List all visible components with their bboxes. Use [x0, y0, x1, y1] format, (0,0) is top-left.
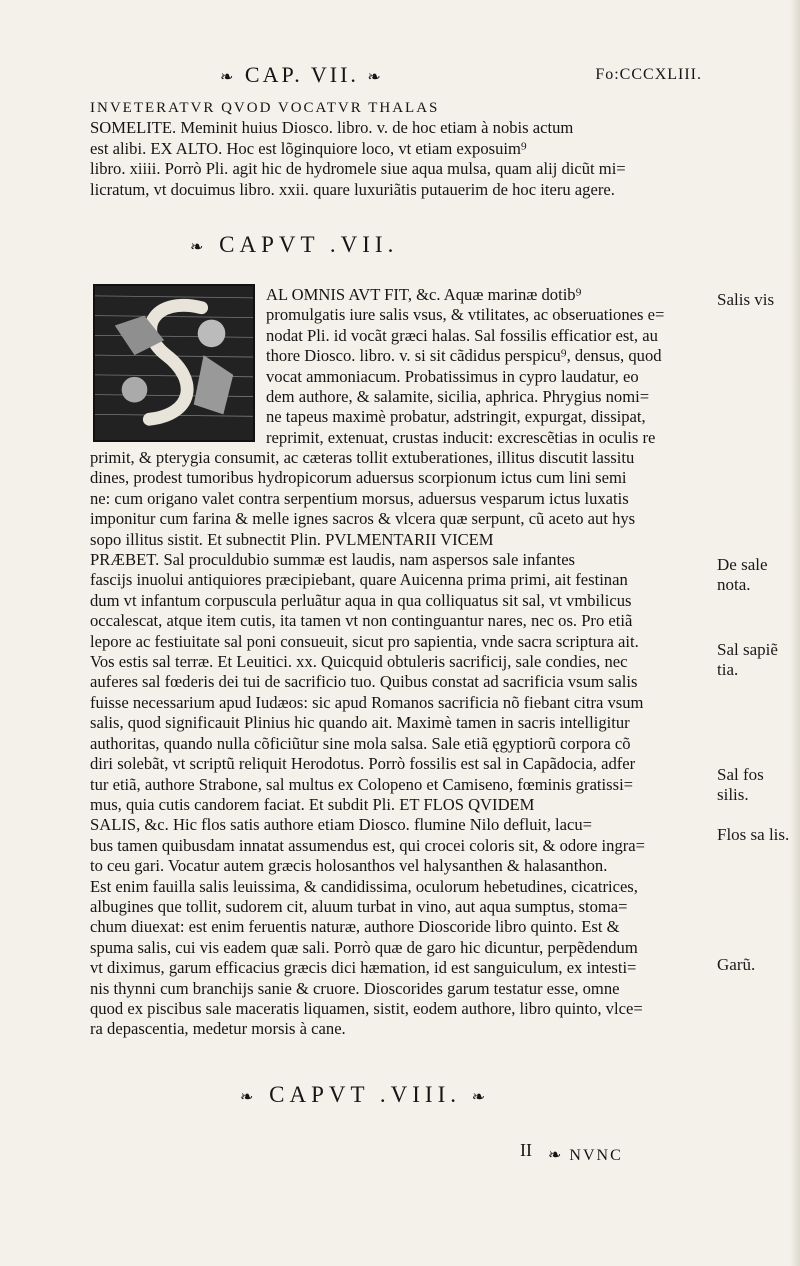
fleuron-icon: ❧ — [471, 1087, 491, 1106]
margin-note: Sal fos silis. — [717, 765, 764, 804]
text-line: ra depascentia, medetur morsis à cane. — [90, 1019, 346, 1039]
text-line: dum vt infantum corpuscula perluãtur aqua in qua colliquatus sit sal, vt vmbilicus — [90, 590, 632, 610]
text-line: diri solebãt, vt scriptũ reliquit Herodotus. Porrò fossilis est sal in Capãdocia, adfer — [90, 754, 636, 774]
decorated-initial-s-icon — [93, 284, 255, 442]
text-line: ne tapeus maximè probatur, adstringit, expurgat, dissipat, — [266, 407, 646, 427]
text-line: SOMELITE. Meminit huius Diosco. libro. v. de hoc etiam à nobis actum — [90, 118, 574, 138]
text-line: reprimit, extenuat, crustas inducit: excrescẽtias in oculis re — [266, 427, 656, 447]
text-line: dem authore, & salamite, sicilia, aphrica. Phrygius nomi= — [266, 387, 650, 407]
text-line: chum diuexat: est enim feruentis naturæ, authore Dioscoride libro quinto. Est & — [90, 917, 620, 937]
text-line: Est enim fauilla salis leuissima, & candidissima, oculorum hebetudines, cicatrices, — [90, 876, 638, 896]
text-line: fascijs inuolui antiquiores præcipiebant, quare Auicenna prima primi, ait festinan — [90, 570, 628, 590]
page-edge-shadow — [790, 0, 800, 1266]
folio-number: Fo:CCCXLIII. — [595, 66, 702, 83]
signature-mark: II — [520, 1140, 532, 1160]
text-line: occalescat, atque item cutis, ita tamen vt non continguantur nares, nec os. Pro etiã — [90, 611, 633, 631]
text-line: sopo illitus sistit. Et subnectit Plin. PVLMENTARII VICEM — [90, 529, 494, 549]
text-line: nis thynni cum branchijs sanie & cruore. Dioscorides garum testatur esse, omne — [90, 978, 620, 998]
text-line: vt diximus, garum efficacius græcis dici hæmation, id est sanguiculum, ex intesti= — [90, 958, 637, 978]
text-line: imponitur cum farina & melle ignes sacros & vlcera quæ serpunt, cũ aceto aut hys — [90, 509, 636, 529]
text-line: fuisse necessarium apud Iudæos: sic apud Romanos sacrificia nõ fiebant citra vsum — [90, 692, 644, 712]
text-line: promulgatis iure salis vsus, & vtilitates, ac obseruationes e= — [266, 305, 665, 325]
text-line: lepore ac festiuitate sal poni consueuit, sicut pro sapientia, vnde sacra scriptura ait. — [90, 631, 639, 651]
text-line: Vos estis sal terræ. Et Leuitici. xx. Quicquid obtuleris sacrificij, sale condies, nec — [90, 652, 628, 672]
margin-note: Flos sa lis. — [717, 825, 790, 844]
text-line: salis, quod significauit Plinius hic quando ait. Maximè tamen in sacris intelligitur — [90, 713, 630, 733]
text-line: auferes sal fœderis dei tui de sacrificio tuo. Quibus constat ad sacrificia vsum salis — [90, 672, 638, 692]
text-line: nodat Pli. id vocãt græci halas. Sal fossilis efficatior est, au — [266, 325, 658, 345]
text-line: bus tamen quibusdam innatat assumendus est, qui crocei coloris sit, & odore ingra= — [90, 835, 645, 855]
text-line: tur etiã, authore Strabone, sal multus ex Colopeno et Camiseno, fœminis gratissi= — [90, 774, 634, 794]
running-head — [90, 60, 702, 90]
text-line: PRÆBET. Sal proculdubio summæ est laudis, nam aspersos sale infantes — [90, 550, 576, 570]
text-line: INVETERATVR QVOD VOCATVR THALAS — [90, 100, 440, 116]
wrapped-paragraph — [266, 285, 696, 448]
margin-note: Salis vis — [717, 290, 775, 309]
text-line: albugines que tollit, sudorem cit, aluum turbat in vino, aut aqua sumptus, stoma= — [90, 896, 628, 916]
text-line: dines, prodest tumoribus hydropicorum aduersus scorpionum ictus cum lini semi — [90, 468, 627, 488]
text-line: SALIS, &c. Hic flos satis authore etiam Diosco. flumine Nilo defluit, lacu= — [90, 815, 593, 835]
text-line: quod ex piscibus sale maceratis liquamen, sistit, eodem authore, libro quinto, vlce= — [90, 998, 643, 1018]
text-line: primit, & pterygia consumit, ac cæteras tollit extuberationes, illitus discutit lassitu — [90, 448, 635, 467]
text-line: libro. xiiii. Porrò Pli. agit hic de hydromele siue aqua mulsa, quam alij dicũt mi= — [90, 159, 626, 179]
text-line: mus, quia cutis candorem faciat. Et subdit Pli. ET FLOS QVIDEM — [90, 794, 535, 814]
catchword: ❧ NVNC — [548, 1145, 623, 1164]
text-line: AL OMNIS AVT FIT, &c. Aquæ marinæ dotib⁹ — [266, 285, 582, 304]
fleuron-icon: ❧ — [240, 1087, 259, 1106]
text-line: est alibi. EX ALTO. Hoc est lõginquiore loco, vt etiam exposuim⁹ — [90, 138, 527, 158]
running-head-chapter: ❧ CAP. VII. ❧ — [220, 62, 384, 87]
fleuron-icon: ❧ — [190, 237, 209, 256]
text-line: vocat ammoniacum. Probatissimus in cypro laudatur, eo — [266, 366, 639, 386]
fleuron-icon: ❧ — [548, 1145, 564, 1164]
chapter-8-heading: ❧ CAPVT .VIII. ❧ — [240, 1082, 491, 1107]
intro-paragraph — [90, 98, 696, 200]
margin-note: Garũ. — [717, 955, 756, 974]
text-line: thore Diosco. libro. v. si sit cãdidus perspicu⁹, densus, quod — [266, 346, 662, 366]
text-line: authoritas, quando nulla cõficiũtur sine mola salsa. Sale etiã ęgyptiorũ corpora cõ — [90, 733, 631, 753]
text-line: spuma salis, cui vis eadem quæ sali. Porrò quæ de garo hic dicuntur, perpẽdendum — [90, 937, 638, 957]
fleuron-icon: ❧ — [220, 67, 237, 86]
chapter-7-heading: ❧ CAPVT .VII. — [190, 232, 399, 257]
fleuron-icon: ❧ — [367, 67, 384, 86]
text-line: ne: cum origano valet contra serpentium morsus, aduersus vesparum ictus luxatis — [90, 488, 629, 508]
woodcut-letter-s-icon — [95, 286, 253, 440]
text-line: licratum, vt docuimus libro. xxii. quare luxuriãtis putauerim de hoc iteru agere. — [90, 179, 615, 199]
text-line: to ceu gari. Vocatur autem græcis holosanthos vel halysanthen & halasanthon. — [90, 856, 608, 876]
margin-note: Sal sapiẽ tia. — [717, 640, 778, 679]
margin-note: De sale nota. — [717, 555, 768, 594]
body-paragraph — [90, 448, 696, 1040]
